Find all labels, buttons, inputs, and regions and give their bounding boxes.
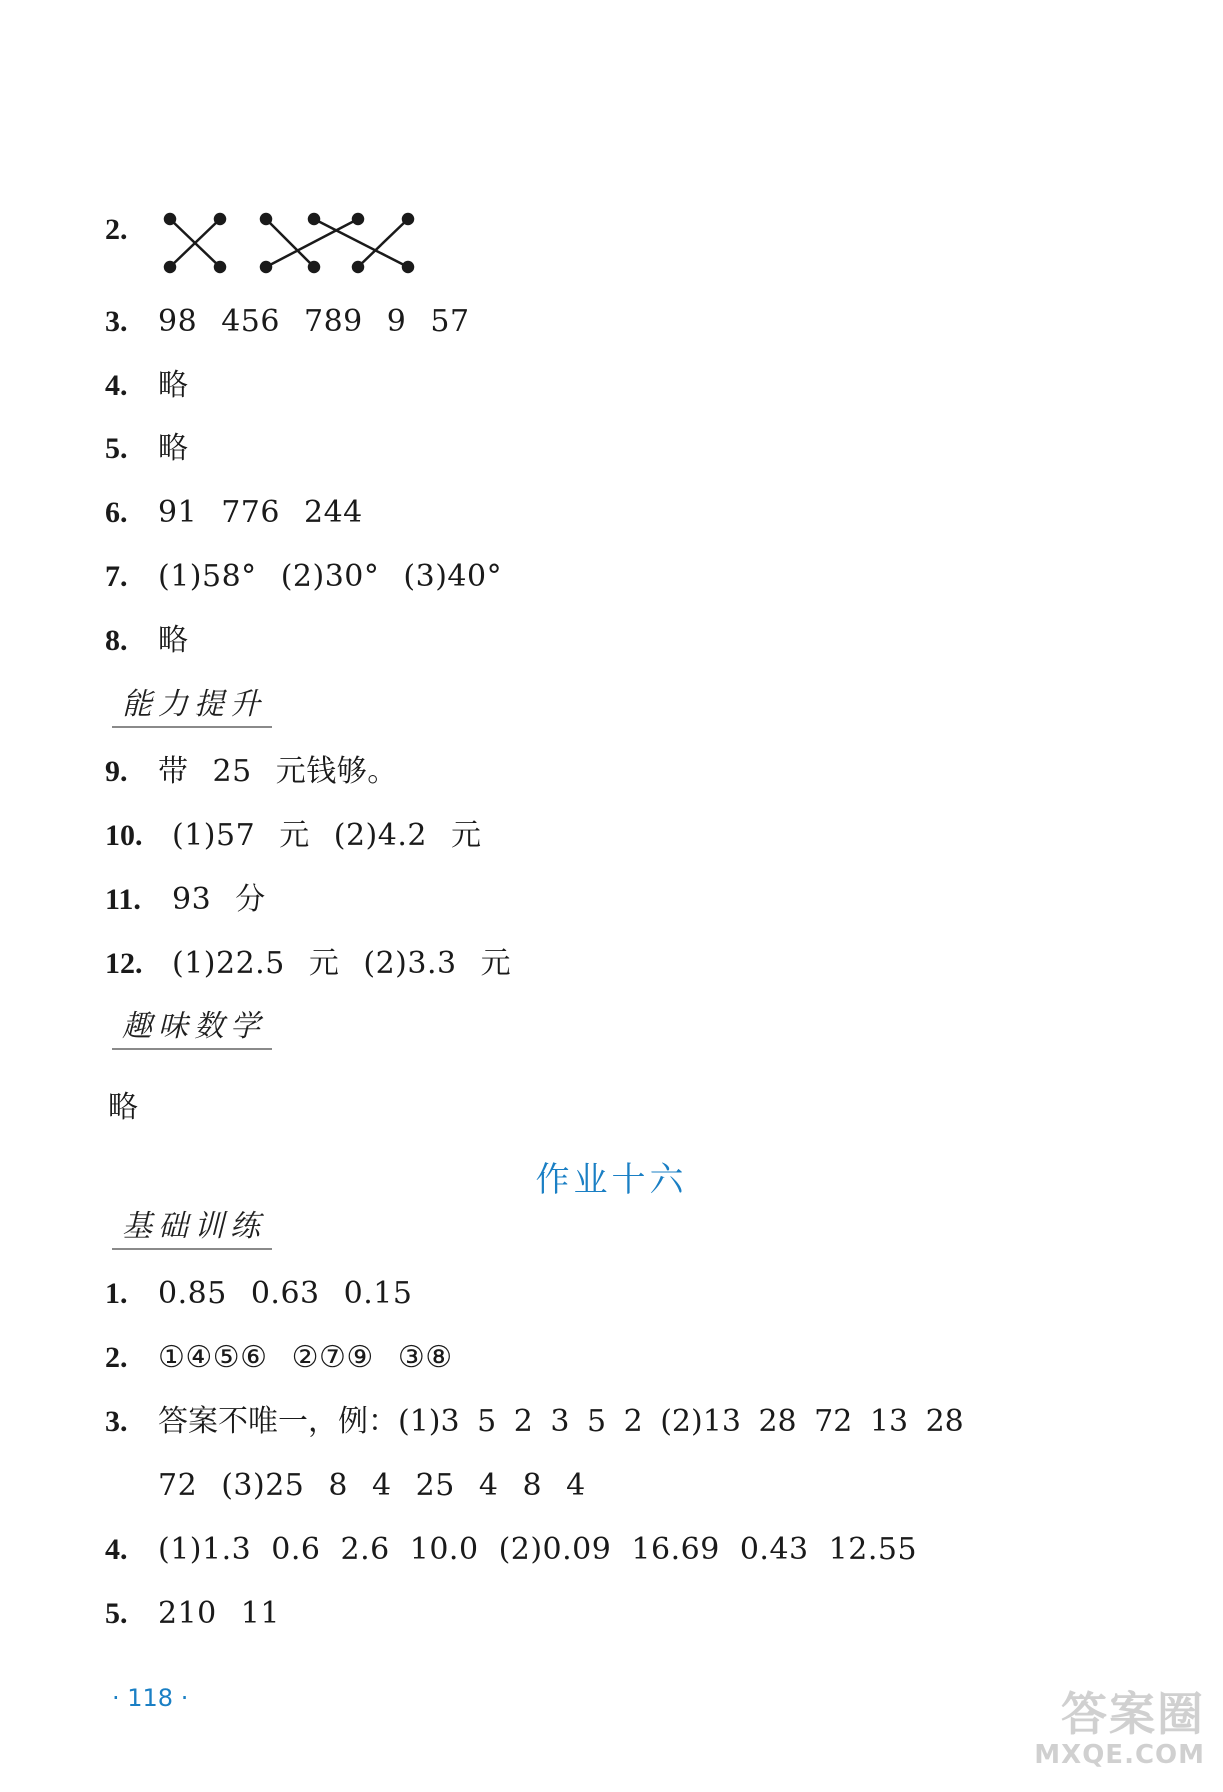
answer-text: 答案不唯一，例：(1)3 5 2 3 5 2 (2)13 28 72 13 28 <box>158 1404 964 1439</box>
page-number: · 118 · <box>112 1684 189 1712</box>
watermark-line2: MXQE.COM <box>1034 1740 1205 1770</box>
answer-text: 98 456 789 9 57 <box>158 304 470 339</box>
answer-text: 91 776 244 <box>158 495 363 530</box>
fun-answer: 略 <box>108 1090 138 1125</box>
question-number: 5. <box>105 1597 128 1630</box>
answer-text: (1)22.5 元 (2)3.3 元 <box>172 946 512 981</box>
watermark <box>1034 1678 1205 1770</box>
question-number: 4. <box>105 1533 128 1566</box>
answer-text: (1)57 元 (2)4.2 元 <box>172 818 482 853</box>
answer-text: 略 <box>158 623 189 658</box>
answer-text: ①④⑤⑥ ②⑦⑨ ③⑧ <box>158 1340 453 1375</box>
answer-text: 210 11 <box>158 1596 280 1631</box>
question-number: 3. <box>105 1405 128 1438</box>
answer-text: 带 25 元钱够。 <box>158 754 398 789</box>
answer-text: (1)58° (2)30° (3)40° <box>158 559 503 594</box>
question-number: 11. <box>105 883 141 916</box>
answer-text: 略 <box>158 431 189 466</box>
question-number: 6. <box>105 496 128 529</box>
section-heading-fun: 趣味数学 <box>112 1006 272 1050</box>
question-number: 10. <box>105 819 143 852</box>
question-number: 3. <box>105 305 128 338</box>
answer-text: 0.85 0.63 0.15 <box>158 1276 413 1311</box>
question-number: 9. <box>105 755 128 788</box>
answer-text: 93 分 <box>172 882 266 917</box>
question-number: 2. <box>105 1341 128 1374</box>
question-number: 1. <box>105 1277 128 1310</box>
watermark-line1: 答案圈 <box>1061 1687 1205 1741</box>
answer-text: 72 (3)25 8 4 25 4 8 4 <box>158 1468 586 1503</box>
answer-text: 略 <box>158 368 189 403</box>
question-number: 7. <box>105 560 128 593</box>
section-heading-ability: 能力提升 <box>112 684 272 728</box>
question-number: 8. <box>105 624 128 657</box>
section-heading-basic: 基础训练 <box>112 1206 272 1250</box>
question-number: 4. <box>105 369 128 402</box>
homework-title: 作业十六 <box>535 1160 688 1200</box>
answer-text: (1)1.3 0.6 2.6 10.0 (2)0.09 16.69 0.43 12.55 <box>158 1532 918 1567</box>
matching-diagram <box>160 205 430 280</box>
question-number: 2. <box>105 213 128 246</box>
question-number: 12. <box>105 947 143 980</box>
question-number: 5. <box>105 432 128 465</box>
